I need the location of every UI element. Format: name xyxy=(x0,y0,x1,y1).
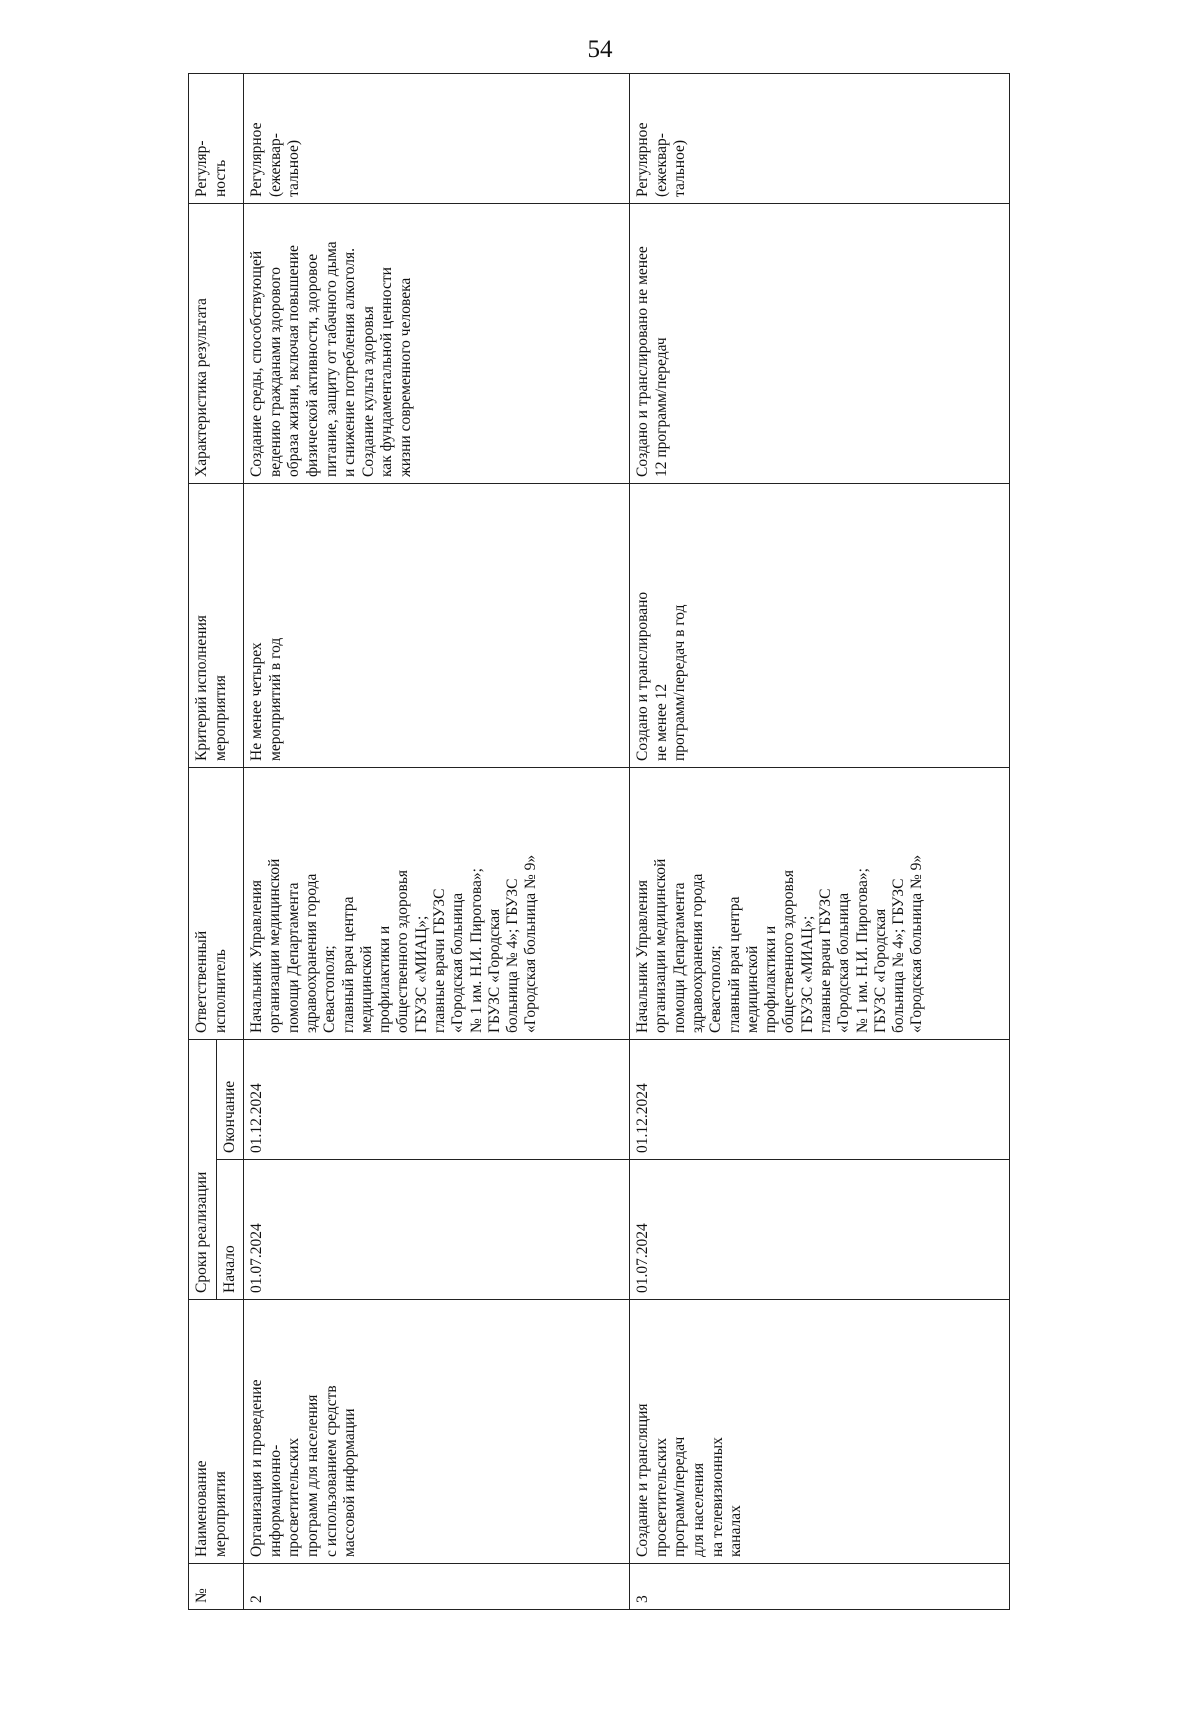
header-start: Начало xyxy=(216,1160,244,1300)
cell-name: Организация и проведение информационно- просветительских программ для населения с использованием средств массовой информации xyxy=(244,1300,630,1564)
cell-criterion: Не менее четырех мероприятий в год xyxy=(244,483,630,767)
activities-table xyxy=(188,73,1010,1610)
cell-result: Создание среды, способствующей ведению гражданами здорового образа жизни, включая повышение физической активности, здоровое питание, защиту от табачного дыма и снижение потребления алкоголя. Создание культа здоровья как фундаментальной ценности жизни современного человека xyxy=(244,203,630,483)
cell-result: Создано и транслировано не менее 12 программ/передач xyxy=(630,203,1010,483)
cell-regularity: Регулярное (ежеквар- тальное) xyxy=(244,73,630,203)
header-name: Наименование мероприятия xyxy=(189,1300,244,1564)
header-result: Характеристика результата xyxy=(189,203,244,483)
header-regularity: Регуляр- ность xyxy=(189,73,244,203)
cell-end: 01.12.2024 xyxy=(630,1039,1010,1159)
cell-regularity: Регулярное (ежеквар- тальное) xyxy=(630,73,1010,203)
table-row xyxy=(630,73,1010,1609)
cell-name: Создание и трансляция просветительских программ/передач для населения на телевизионных каналах xyxy=(630,1300,1010,1564)
cell-no: 2 xyxy=(244,1564,630,1610)
cell-end: 01.12.2024 xyxy=(244,1039,630,1159)
cell-start: 01.07.2024 xyxy=(630,1160,1010,1300)
page-number: 54 xyxy=(587,36,613,63)
table-header-row xyxy=(189,73,217,1609)
header-responsible: Ответственный исполнитель xyxy=(189,767,244,1039)
cell-no: 3 xyxy=(630,1564,1010,1610)
table-row xyxy=(244,73,630,1609)
cell-responsible: Начальник Управления организации медицинской помощи Департамента здравоохранения города Севастополя; главный врач центра медицинской профилактики и общественного здоровья ГБУЗС «МИАЦ»; главные врачи ГБУЗС «Городская больница № 1 им. Н.И. Пирогова»; ГБУЗС «Городская больница № 4»; ГБУЗС «Городская больница № 9» xyxy=(244,767,630,1039)
header-no: № xyxy=(189,1564,244,1610)
header-criterion: Критерий исполнения мероприятия xyxy=(189,483,244,767)
cell-start: 01.07.2024 xyxy=(244,1160,630,1300)
header-end: Окончание xyxy=(216,1039,244,1159)
cell-criterion: Создано и транслировано не менее 12 программ/передач в год xyxy=(630,483,1010,767)
cell-responsible: Начальник Управления организации медицинской помощи Департамента здравоохранения города Севастополя; главный врач центра медицинской профилактики и общественного здоровья ГБУЗС «МИАЦ»; главные врачи ГБУЗС «Городская больница № 1 им. Н.И. Пирогова»; ГБУЗС «Городская больница № 4»; ГБУЗС «Городская больница № 9» xyxy=(630,767,1010,1039)
header-period: Сроки реализации xyxy=(189,1039,217,1299)
rotated-table-wrapper xyxy=(188,74,1006,1610)
